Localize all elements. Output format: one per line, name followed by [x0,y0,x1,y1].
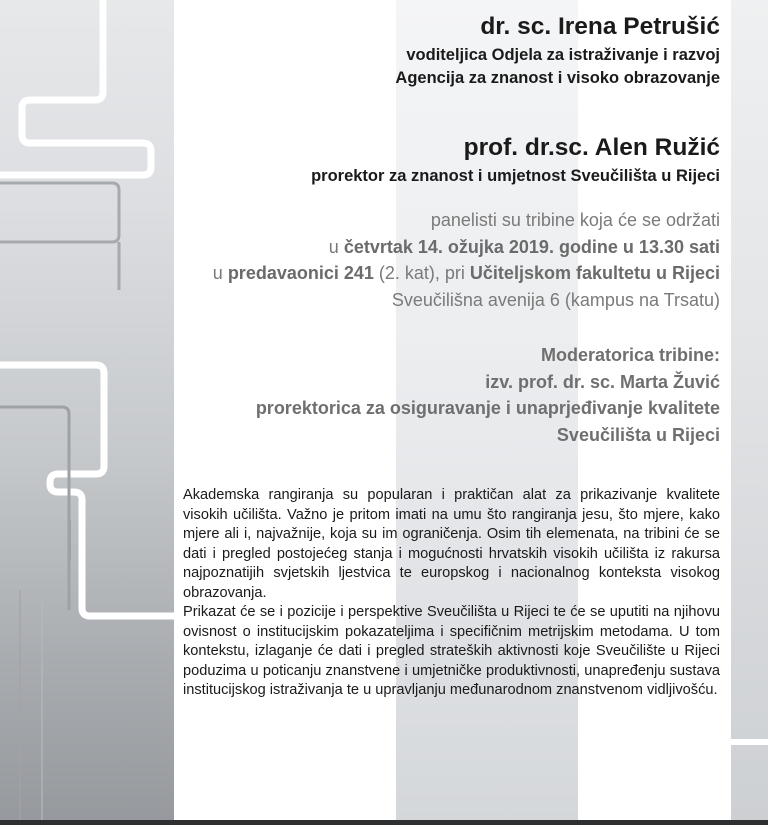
speaker-block-1 [395,12,720,90]
speaker-affiliation: Agencija za znanost i visoko obrazovanje [395,69,720,87]
bottom-edge-bar [0,820,768,825]
moderator-block [256,342,720,448]
event-room: predavaonici 241 [227,263,374,283]
speaker-role: voditeljica Odjela za istraživanje i razvoj [406,46,720,64]
event-datetime: u četvrtak 14. ožujka 2019. godine u 13.30 sati [328,236,720,257]
abstract-text [183,486,720,701]
abstract-paragraph-1: Akademska rangiranja su popularan i praktičan alat za prikazivanje kvalitete visokih učilišta. Važno je pritom imati na umu što rangiranja jesu, što mjere, kako mjere ali i, najvažnije, koja su im ograničenja. Osim tih elemenata, na tribini će se dati i pregled postojećeg stanja i mogućnosti hrvatskih visokih učilišta iz rakursa najpoznatijih svjetskih ljestvica te europskog i nacionalnog konteksta visokog obrazovanja. [183,487,720,601]
speaker-name: prof. dr.sc. Alen Ružić [463,134,720,161]
abstract-paragraph-2: Prikazat će se i pozicije i perspektive Sveučilišta u Rijeci te će se uputiti na njihovu ovisnost o institucijskim pokazateljima i specifičnim metrijskim metodama. U tom kontekstu, izlaganje će dati i pregled strateških aktivnosti koje Sveučilište u Rijeci poduzima u poticanju znanstvene i umjetničke produktivnosti, unapređenju sustava institucijskog istraživanja te u upravljanju međunarodnom znanstvenom vidljivošću. [183,604,720,698]
speaker-block-2 [311,133,720,188]
decorative-right-band [731,0,768,820]
speaker-role: prorektor za znanost i umjetnost Sveučilišta u Rijeci [311,167,720,185]
moderator-role: prorektorica za osiguravanje i unaprjeđivanje kvalitete [255,398,720,418]
moderator-name: izv. prof. dr. sc. Marta Žuvić [485,371,720,392]
moderator-label: Moderatorica tribine: [540,345,720,365]
speaker-name: dr. sc. Irena Petrušić [480,13,720,40]
event-faculty: Učiteljskom fakultetu u Rijeci [469,263,720,283]
event-location: u predavaonici 241 (2. kat), pri Učiteljskom fakultetu u Rijeci [212,263,720,283]
decorative-right-line [731,739,768,745]
event-date: četvrtak 14. ožujka 2019. godine u 13.30 sati [343,236,720,257]
moderator-institution: Sveučilišta u Rijeci [556,424,720,445]
event-details [213,207,720,313]
circuit-lines-decoration [0,0,174,820]
event-address: Sveučilišna avenija 6 (kampus na Trsatu) [391,289,720,310]
decorative-left-panel [0,0,174,820]
event-intro: panelisti su tribine koja će se održati [430,210,720,230]
